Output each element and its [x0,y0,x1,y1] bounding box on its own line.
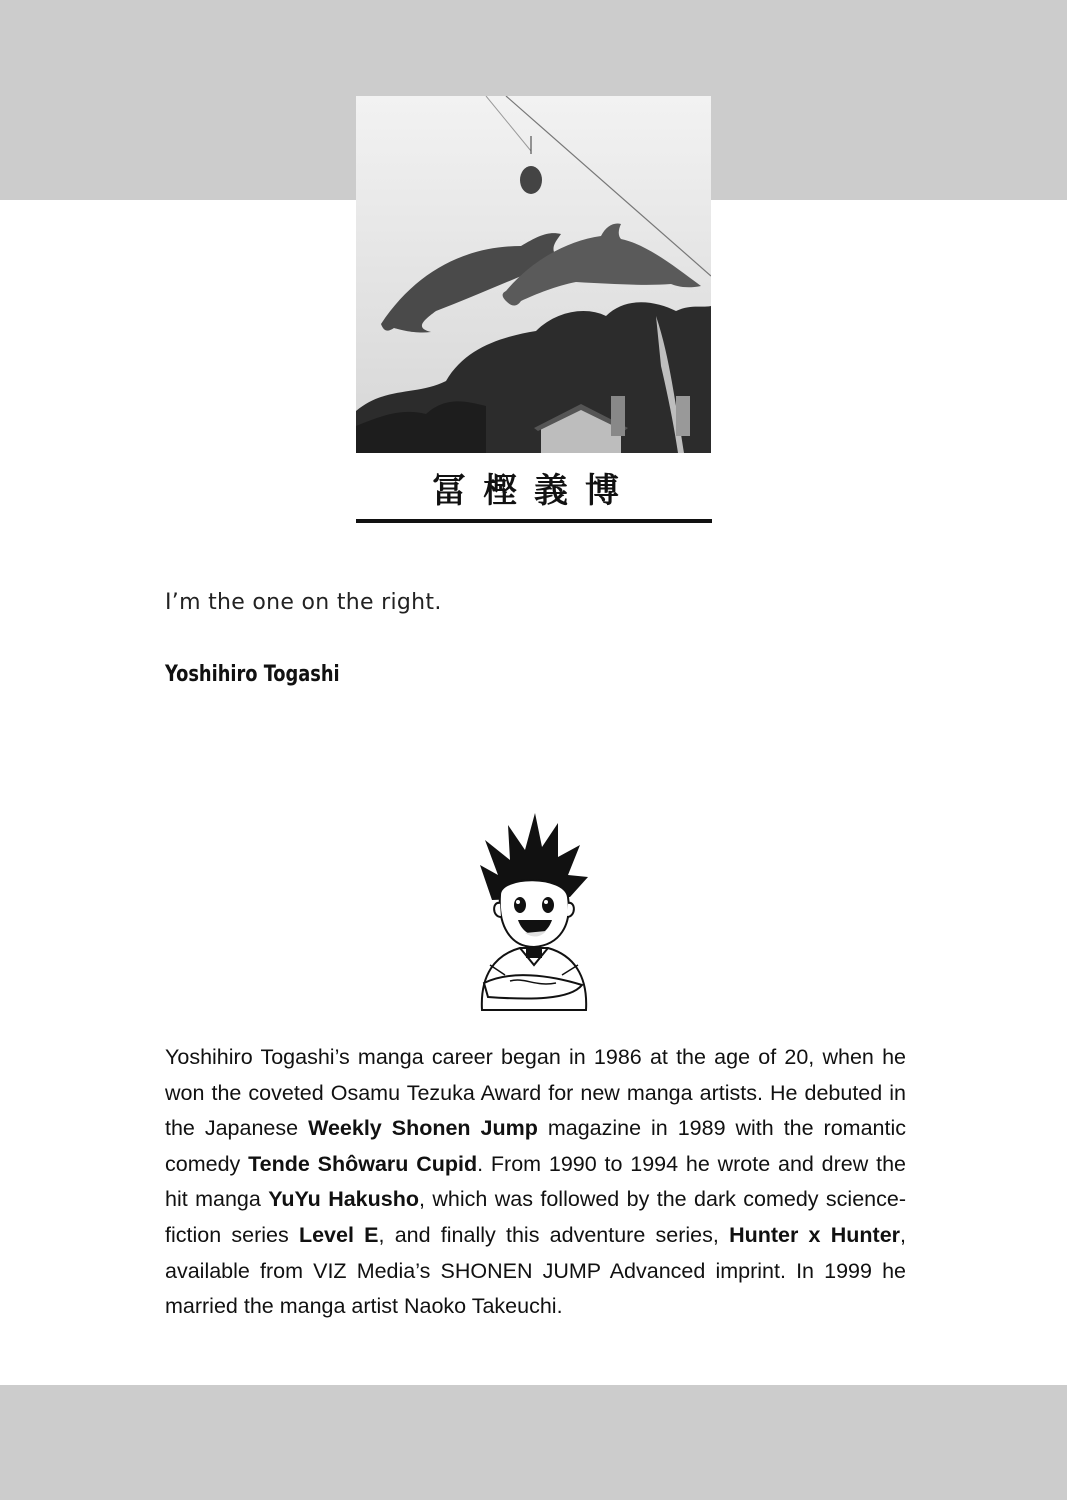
photo-caption: I’m the one on the right. [165,590,442,615]
bio-text: , which was followed by the dark comedy science-fiction series [165,1187,906,1247]
dolphin-show-photo [356,96,711,453]
bio-text: magazine in 1989 with the romantic comedy [165,1116,906,1176]
bottom-gray-band [0,1385,1067,1500]
author-kanji-label [356,453,712,519]
divider-rule [356,519,712,523]
bio-text: , and finally this adventure series, [378,1222,730,1247]
bio-title-tende-showaru-cupid: Tende Shôwaru Cupid [248,1151,478,1176]
bio-text: Yoshihiro Togashi’s manga career began in 1986 at the age of 20, when he won the coveted Osamu Tezuka Award for new manga artists. He debuted in the Japanese [165,1045,906,1141]
bio-title-weekly-shonen-jump: Weekly Shonen Jump [308,1116,538,1141]
bio-text: , available from VIZ Media’s SHONEN JUMP Advanced imprint. In 1999 he married the manga artist Naoko Takeuchi. [165,1222,906,1319]
bio-text: . From 1990 to 1994 he wrote and drew the hit manga [165,1151,906,1212]
bio-title-yuyu-hakusho: YuYu Hakusho [268,1187,420,1212]
bio-title-level-e: Level E [298,1222,379,1247]
author-kanji: 冨樫義博 [432,471,636,511]
author-biography [165,1040,906,1325]
bio-title-hunter-x-hunter: Hunter x Hunter [729,1222,901,1247]
gon-character-drawing [470,805,595,1015]
author-name: Yoshihiro Togashi [165,662,340,687]
